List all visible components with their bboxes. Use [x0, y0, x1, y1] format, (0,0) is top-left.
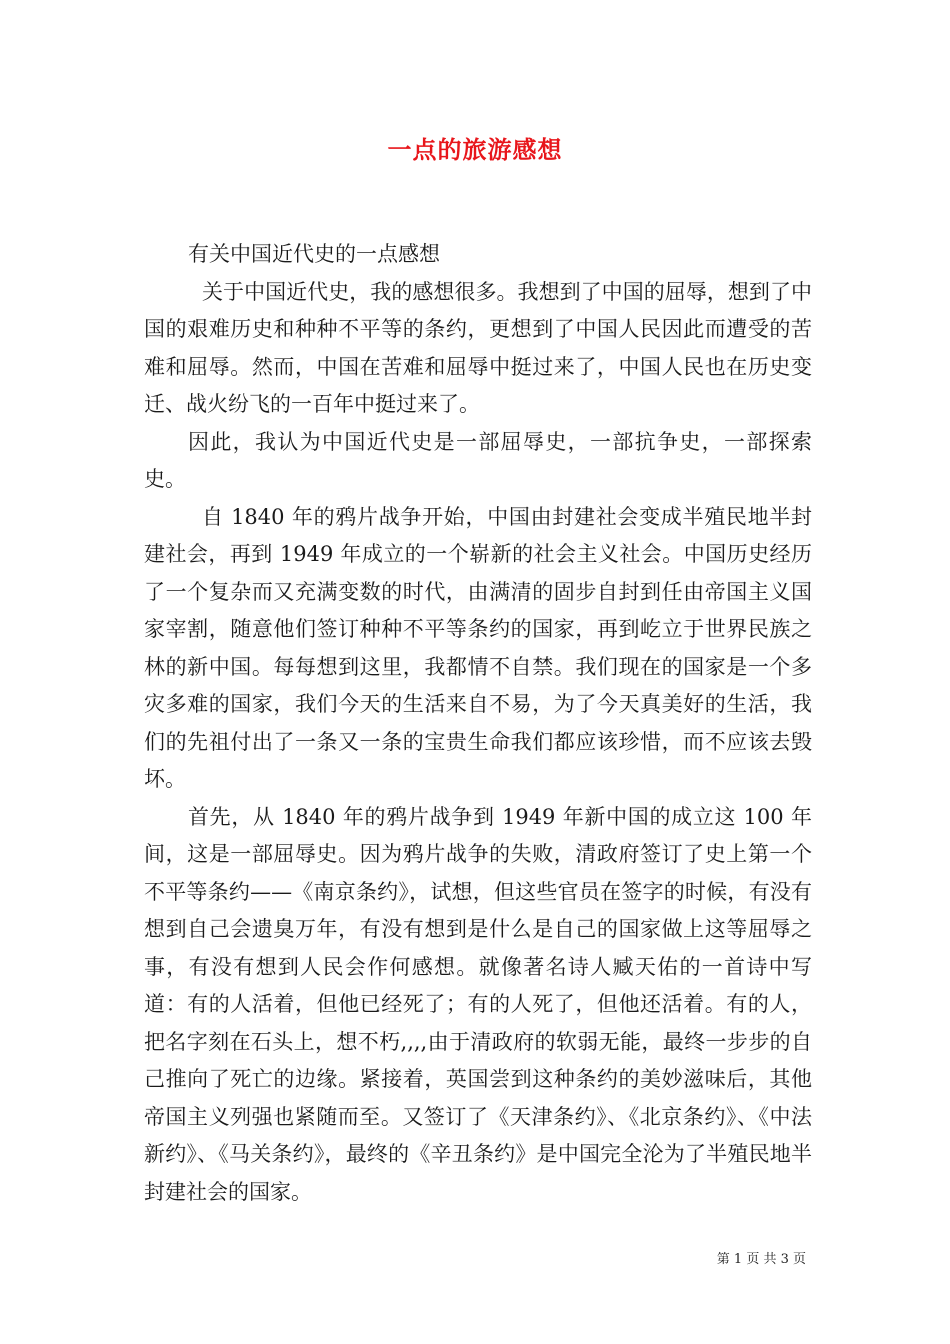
paragraph-2: 因此，我认为中国近代史是一部屈辱史，一部抗争史，一部探索史。 — [144, 429, 812, 491]
paragraph-4: 首先，从 1840 年的鸦片战争到 1949 年新中国的成立这 100 年间，这是一部屈辱史。因为鸦片战争的失败，清政府签订了史上第一个不平等条约——《南京条约》，试想，但这些官员在签字的时候，有没有想到自己会遗臭万年，有没有想到是什么是自己的国家做上这等屈辱之事，有没有想到人民会作何感想。就像著名诗人臧天佑的一首诗中写道：有的人活着，但他已经死了；有的人死了，但他还活着。有的人，把名字刻在石头上，想不朽,,,,由于清政府的软弱无能，最终一步步的自己推向了死亡的边缘。紧接着，英国尝到这种条约的美妙滋味后，其他帝国主义列强也紧随而至。又签订了《天津条约》、《北京条约》、《中法新约》、《马关条约》，最终的《辛丑条约》是中国完全沦为了半殖民地半封建社会的国家。 — [144, 804, 812, 1204]
paragraph-1: 关于中国近代史，我的感想很多。我想到了中国的屈辱，想到了中国的艰难历史和种种不平等的条约，更想到了中国人民因此而遭受的苦难和屈辱。然而，中国在苦难和屈辱中挺过来了，中国人民也在历史变迁、战火纷飞的一百年中挺过来了。 — [144, 279, 812, 416]
document-title: 一点的旅游感想 — [387, 135, 563, 164]
document-body — [144, 236, 812, 1211]
document-subtitle: 有关中国近代史的一点感想 — [188, 242, 440, 266]
paragraph-3: 自 1840 年的鸦片战争开始，中国由封建社会变成半殖民地半封建社会，再到 1949 年成立的一个崭新的社会主义社会。中国历史经历了一个复杂而又充满变数的时代，由满清的固步自封到任由帝国主义国家宰割，随意他们签订种种不平等条约的国家，再到屹立于世界民族之林的新中国。每每想到这里，我都情不自禁。我们现在的国家是一个多灾多难的国家，我们今天的生活来自不易，为了今天真美好的生活，我们的先祖付出了一条又一条的宝贵生命我们都应该珍惜，而不应该去毁坏。 — [144, 504, 812, 791]
page-number: 第 1 页 共 3 页 — [716, 1252, 806, 1267]
